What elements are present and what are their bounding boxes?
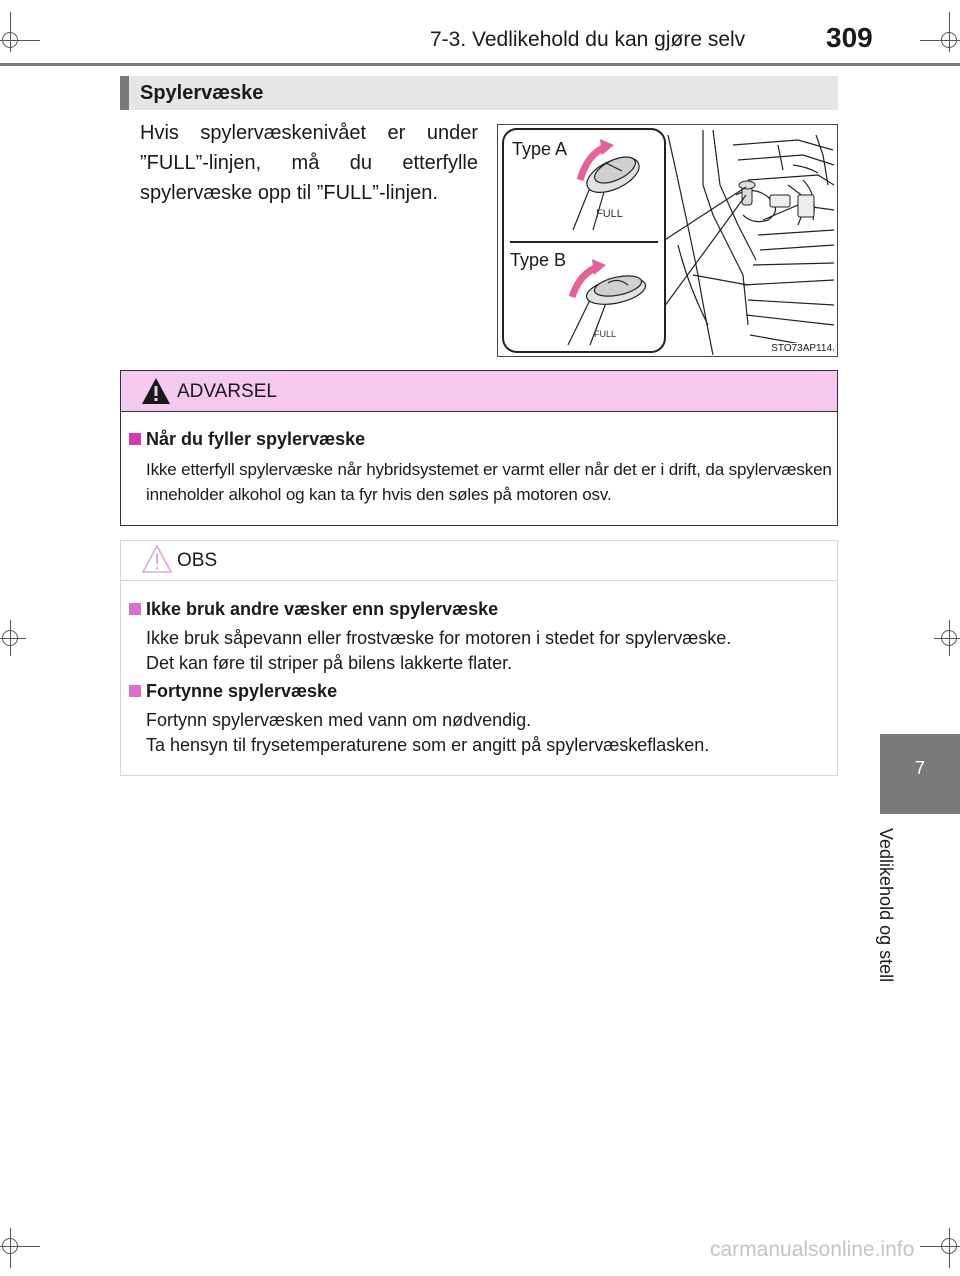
notice-item-heading: Fortynne spylervæske — [129, 681, 337, 702]
section-body-text: Hvis spylervæskenivået er under ”FULL”-linjen, må du etterfylle spylervæske opp til ”FULL”-linjen. — [140, 122, 478, 204]
warning-header — [121, 371, 837, 412]
page-number: 309 — [826, 22, 873, 53]
svg-text:FULL: FULL — [594, 329, 617, 339]
section-heading-text: Spylervæske — [140, 82, 264, 104]
chapter-label — [876, 828, 916, 1008]
bullet-square-icon — [129, 433, 141, 445]
running-header: 7-3. Vedlikehold du kan gjøre selv — [430, 28, 746, 51]
type-a-label: Type A — [512, 139, 568, 159]
chapter-label-text: Vedlikehold og stell — [876, 828, 896, 983]
header-rule — [0, 63, 960, 66]
illustration-code: STO73AP114 — [771, 343, 832, 354]
warning-triangle-icon — [141, 377, 171, 405]
watermark: carmanualsonline.info — [710, 1238, 915, 1261]
warning-item-heading: Når du fyller spylervæske — [129, 429, 365, 450]
notice-item-text: Ikke bruk såpevann eller frostvæske for motoren i stedet for spylervæske. — [146, 628, 732, 648]
bullet-square-icon — [129, 603, 141, 615]
notice-item-text: Ta hensyn til frysetemperaturene som er angitt på spylervæskeflasken. — [146, 735, 710, 755]
svg-text:FULL: FULL — [596, 208, 623, 220]
washer-fluid-illustration — [497, 124, 838, 357]
notice-title: OBS — [177, 550, 218, 571]
notice-box — [120, 540, 838, 776]
caution-triangle-icon — [141, 544, 173, 574]
notice-header — [121, 541, 837, 581]
warning-box — [120, 370, 838, 526]
bullet-square-icon — [129, 685, 141, 697]
notice-item-text: Fortynn spylervæsken med vann om nødvendig. — [146, 710, 532, 730]
notice-item-text: Det kan føre til striper på bilens lakkerte flater. — [146, 653, 513, 673]
notice-item-heading: Ikke bruk andre væsker enn spylervæske — [129, 599, 498, 620]
warning-title: ADVARSEL — [177, 381, 277, 402]
section-heading — [120, 76, 838, 110]
type-b-label: Type B — [510, 250, 567, 270]
warning-item-text: Ikke etterfyll spylervæske når hybridsystemet er varmt eller når det er i drift, da spylervæsken inneholder alkohol og kan ta fyr hvis den søles på motoren osv. — [146, 460, 832, 504]
chapter-number: 7 — [914, 758, 925, 778]
section-heading-bar — [120, 76, 129, 110]
